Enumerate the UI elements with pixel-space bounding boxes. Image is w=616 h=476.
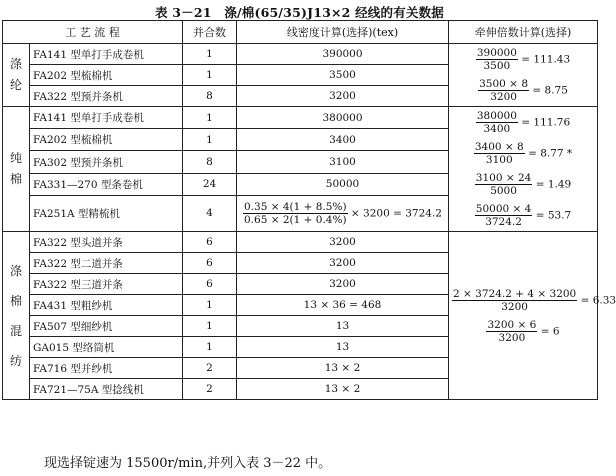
group-label: 涤 棉 混 纺 xyxy=(9,263,22,368)
count-cell: 24 xyxy=(183,173,237,195)
group-label: 纯 棉 xyxy=(9,151,22,186)
density-cell: 3200 xyxy=(237,253,449,274)
fraction-denominator: 3724.2 xyxy=(485,216,522,228)
density-cell: 3400 xyxy=(237,129,449,151)
process-cell: FA716 型并纱机 xyxy=(30,358,183,379)
header-draft: 牵伸倍数计算(选择) xyxy=(449,21,598,44)
fraction-denominator: 3500 xyxy=(483,60,511,72)
density-cell: 380000 xyxy=(237,107,449,129)
process-cell: FA141 型单打手成卷机 xyxy=(30,44,183,65)
count-cell: 6 xyxy=(183,232,237,253)
draft-blend xyxy=(449,232,616,400)
process-cell: GA015 型络筒机 xyxy=(30,337,183,358)
density-fraction xyxy=(243,201,348,226)
density-cell: 3500 xyxy=(237,65,449,86)
density-cell: 3200 xyxy=(237,86,449,107)
density-cell: 13 × 2 xyxy=(237,358,449,379)
process-cell: FA431 型粗纱机 xyxy=(30,295,183,316)
fraction-denominator: 3100 xyxy=(485,154,513,166)
process-cell: FA251A 型精梳机 xyxy=(30,195,183,231)
draft-formula xyxy=(452,107,594,138)
draft-formula xyxy=(452,316,594,347)
count-cell: 6 xyxy=(183,253,237,274)
table-row xyxy=(3,232,598,253)
count-cell: 1 xyxy=(183,316,237,337)
fraction-denominator: 0.65 × 2(1 + 0.4%) xyxy=(244,213,347,226)
count-cell: 2 xyxy=(183,379,237,400)
header-row xyxy=(3,21,598,44)
draft-result: = 1.49 xyxy=(535,178,572,191)
density-cell: 13 xyxy=(237,337,449,358)
process-cell: FA322 型二道并条 xyxy=(30,253,183,274)
fraction-denominator: 3200 xyxy=(501,300,528,313)
count-cell: 1 xyxy=(183,129,237,151)
density-cell: 3200 xyxy=(237,274,449,295)
table-row xyxy=(3,44,598,65)
header-density: 线密度计算(选择)(tex) xyxy=(237,21,449,44)
draft-result: = 6.33 xyxy=(580,294,616,306)
header-process: 工 艺 流 程 xyxy=(3,21,183,44)
process-cell: FA322 型预并条机 xyxy=(30,86,183,107)
density-cell: 3100 xyxy=(237,151,449,173)
group-label: 涤 纶 xyxy=(9,57,22,92)
fraction-denominator: 5000 xyxy=(490,185,517,197)
density-result: × 3200 = 3724.2 xyxy=(350,207,442,220)
process-cell: FA202 型梳棉机 xyxy=(30,65,183,86)
count-cell: 4 xyxy=(183,195,237,231)
fraction-numerator: 3100 × 24 xyxy=(475,172,532,184)
draft-result: = 8.77 * xyxy=(528,147,573,160)
count-cell: 1 xyxy=(183,295,237,316)
count-cell: 1 xyxy=(183,337,237,358)
table-title: 表 3－21 涤/棉(65/35)J13×2 经线的有关数据 xyxy=(154,5,445,20)
count-cell: 8 xyxy=(183,151,237,173)
group-blend xyxy=(3,232,30,400)
fraction-denominator: 3200 xyxy=(490,91,517,103)
draft-cotton xyxy=(449,107,598,232)
count-cell: 6 xyxy=(183,274,237,295)
group-polyester xyxy=(3,44,30,107)
fraction-numerator: 0.35 × 4(1 + 8.5%) xyxy=(244,200,347,213)
fraction-numerator: 2 × 3724.2 + 4 × 3200 xyxy=(453,287,577,300)
count-cell: 2 xyxy=(183,358,237,379)
draft-formula xyxy=(452,75,594,106)
process-cell: FA322 型头道并条 xyxy=(30,232,183,253)
count-cell: 8 xyxy=(183,86,237,107)
density-cell: 13 xyxy=(237,316,449,337)
fraction-numerator: 3500 × 8 xyxy=(479,78,529,90)
draft-result: = 6 xyxy=(540,325,560,337)
count-cell: 1 xyxy=(183,107,237,129)
process-cell: FA331—270 型条卷机 xyxy=(30,173,183,195)
process-cell: FA507 型细纱机 xyxy=(30,316,183,337)
density-cell: 13 × 36 = 468 xyxy=(237,295,449,316)
process-cell: FA141 型单打手成卷机 xyxy=(30,107,183,129)
density-cell: 50000 xyxy=(237,173,449,195)
fraction-numerator: 50000 × 4 xyxy=(475,203,532,215)
density-cell: 390000 xyxy=(237,44,449,65)
data-table xyxy=(2,20,616,400)
draft-formula xyxy=(452,200,594,231)
draft-formula xyxy=(452,285,616,316)
draft-result: = 53.7 xyxy=(535,209,572,222)
fraction-denominator: 3400 xyxy=(483,123,511,135)
process-cell: FA302 型预并条机 xyxy=(30,151,183,173)
fraction-numerator: 3200 × 6 xyxy=(487,318,537,331)
process-cell: FA322 型三道并条 xyxy=(30,274,183,295)
count-cell: 1 xyxy=(183,44,237,65)
draft-formula xyxy=(452,44,594,75)
fraction-numerator: 380000 xyxy=(476,110,517,122)
density-cell xyxy=(237,195,449,231)
fraction-numerator: 3400 × 8 xyxy=(474,141,524,153)
group-cotton xyxy=(3,107,30,232)
draft-result: = 8.75 xyxy=(532,84,568,97)
draft-formula xyxy=(452,138,594,169)
header-count: 并合数 xyxy=(183,21,237,44)
process-cell: FA721—75A 型捻线机 xyxy=(30,379,183,400)
table-row xyxy=(3,107,598,129)
density-cell: 13 × 2 xyxy=(237,379,449,400)
draft-result: = 111.43 xyxy=(521,53,571,66)
fraction-denominator: 3200 xyxy=(498,331,526,344)
process-cell: FA202 型梳棉机 xyxy=(30,129,183,151)
draft-result: = 111.76 xyxy=(521,116,571,129)
draft-polyester xyxy=(449,44,598,107)
footnote-text: 现选择锭速为 15500r/min,并列入表 3－22 中。 xyxy=(44,456,332,471)
draft-formula xyxy=(452,169,594,200)
fraction-numerator: 390000 xyxy=(476,47,517,59)
density-cell: 3200 xyxy=(237,232,449,253)
count-cell: 1 xyxy=(183,65,237,86)
